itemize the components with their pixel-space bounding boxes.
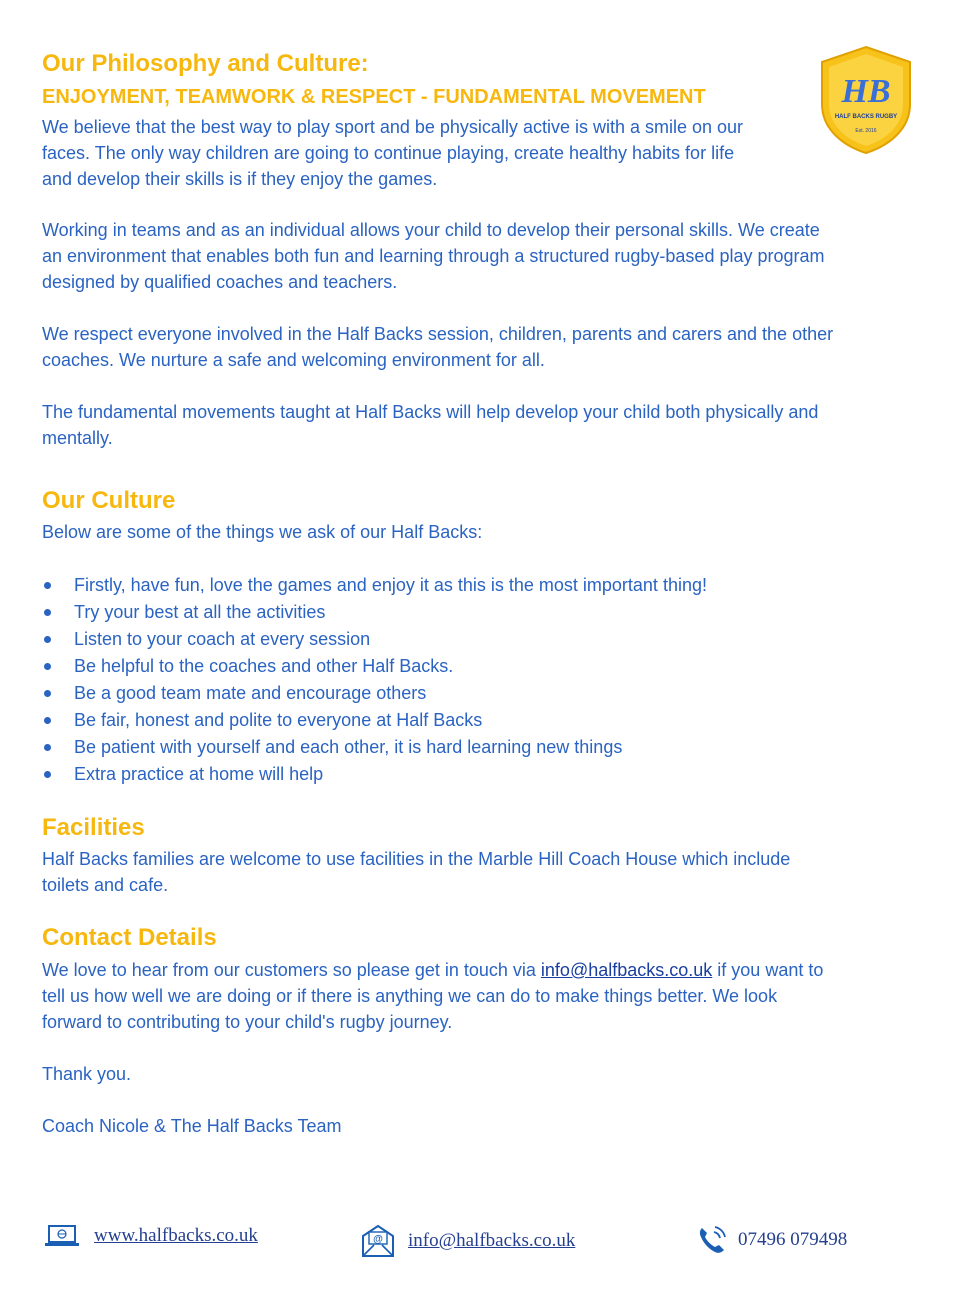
list-item-text: Try your best at all the activities <box>74 602 326 622</box>
contact-paragraph <box>42 957 823 1035</box>
footer-phone <box>696 1224 847 1256</box>
philosophy-paragraph-2 <box>42 217 825 295</box>
footer-email <box>360 1224 575 1258</box>
philosophy-paragraph-3 <box>42 321 833 373</box>
list-item <box>42 626 707 653</box>
logo-est: Est. 2016 <box>855 128 877 134</box>
list-item <box>42 761 707 788</box>
bullet-icon <box>44 663 51 670</box>
half-backs-logo <box>818 44 914 156</box>
text-line: We respect everyone involved in the Half Backs session, children, parents and carers and the other <box>42 324 834 344</box>
logo-text: HALF BACKS RUGBY <box>834 114 898 120</box>
page-subtitle: ENJOYMENT, TEAMWORK & RESPECT - FUNDAMENTAL MOVEMENT <box>42 86 706 108</box>
text-line: mentally. <box>42 428 113 448</box>
text-line: designed by qualified coaches and teachers. <box>42 272 398 292</box>
facilities-paragraph <box>42 846 790 898</box>
text-line <box>42 957 823 983</box>
text-line: forward to contributing to your child's rugby journey. <box>42 1012 453 1032</box>
bullet-icon <box>44 744 51 751</box>
culture-list <box>42 572 707 788</box>
text-line: Working in teams and as an individual allows your child to develop their personal skills. We create <box>42 220 820 240</box>
page-title: Our Philosophy and Culture: <box>42 50 369 77</box>
list-item-text: Extra practice at home will help <box>74 764 324 784</box>
list-item <box>42 572 707 599</box>
bullet-icon <box>44 636 51 643</box>
text-span: if you want to <box>712 960 824 980</box>
text-line: The fundamental movements taught at Half Backs will help develop your child both physically and <box>42 402 819 422</box>
text-line: faces. The only way children are going to continue playing, create healthy habits for life <box>42 143 735 163</box>
text-line: Half Backs families are welcome to use facilities in the Marble Hill Coach House which include <box>42 849 791 869</box>
bullet-icon <box>44 582 51 589</box>
thank-you-text: Thank you. <box>42 1064 132 1084</box>
list-item-text: Be helpful to the coaches and other Half Backs. <box>74 656 454 676</box>
list-item <box>42 599 707 626</box>
list-item <box>42 653 707 680</box>
facilities-heading: Facilities <box>42 814 145 841</box>
culture-intro: Below are some of the things we ask of our Half Backs: <box>42 522 483 542</box>
website-link[interactable]: www.halfbacks.co.uk <box>94 1225 258 1246</box>
footer-email-link[interactable]: info@halfbacks.co.uk <box>408 1230 576 1251</box>
list-item <box>42 734 707 761</box>
bullet-icon <box>44 771 51 778</box>
list-item-text: Be a good team mate and encourage others <box>74 683 427 703</box>
philosophy-paragraph-4 <box>42 399 818 451</box>
bullet-icon <box>44 690 51 697</box>
laptop-icon <box>44 1224 82 1248</box>
signoff-text: Coach Nicole & The Half Backs Team <box>42 1116 342 1136</box>
list-item-text: Listen to your coach at every session <box>74 629 371 649</box>
philosophy-paragraph-1 <box>42 114 743 192</box>
footer-website <box>44 1224 258 1248</box>
text-line: and develop their skills is if they enjoy the games. <box>42 169 438 189</box>
culture-heading: Our Culture <box>42 487 176 514</box>
text-line: toilets and cafe. <box>42 875 169 895</box>
text-span: We love to hear from our customers so please get in touch via <box>42 960 541 980</box>
contact-heading: Contact Details <box>42 924 217 951</box>
text-line: tell us how well we are doing or if there is anything we can do to make things better. We look <box>42 986 778 1006</box>
email-link[interactable]: info@halfbacks.co.uk <box>540 960 713 980</box>
list-item <box>42 680 707 707</box>
bullet-icon <box>44 609 51 616</box>
text-line: an environment that enables both fun and learning through a structured rugby-based play program <box>42 246 825 266</box>
phone-number: 07496 079498 <box>738 1229 848 1250</box>
bullet-icon <box>44 717 51 724</box>
list-item <box>42 707 707 734</box>
mail-icon <box>360 1224 396 1258</box>
logo-initials: HB <box>841 73 891 110</box>
svg-text:@: @ <box>373 1234 383 1245</box>
list-item-text: Be patient with yourself and each other, it is hard learning new things <box>74 737 623 757</box>
text-line: coaches. We nurture a safe and welcoming environment for all. <box>42 350 545 370</box>
list-item-text: Firstly, have fun, love the games and enjoy it as this is the most important thing! <box>74 575 707 595</box>
phone-icon <box>696 1224 728 1256</box>
text-line: We believe that the best way to play sport and be physically active is with a smile on our <box>42 117 744 137</box>
list-item-text: Be fair, honest and polite to everyone at Half Backs <box>74 710 483 730</box>
